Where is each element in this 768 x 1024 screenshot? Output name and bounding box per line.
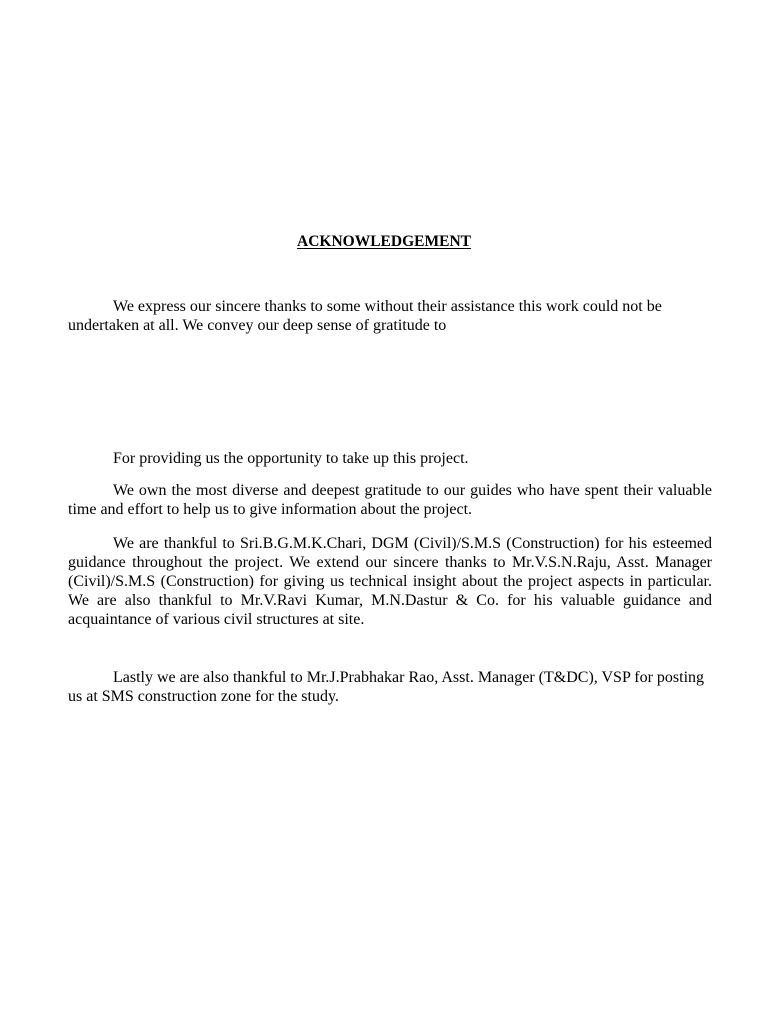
paragraph-opportunity: For providing us the opportunity to take up this project. xyxy=(113,450,469,467)
paragraph-closing: Lastly we are also thankful to Mr.J.Prabhakar Rao, Asst. Manager (T&DC), VSP for posting us at SMS construction zone for the study. xyxy=(68,669,705,705)
document-heading: ACKNOWLEDGEMENT xyxy=(297,233,471,250)
paragraph-guides: We own the most diverse and deepest gratitude to our guides who have spent their valuable time and effort to help us to give information about the project. xyxy=(68,482,712,518)
paragraph-intro: We express our sincere thanks to some without their assistance this work could not be undertaken at all. We convey our deep sense of gratitude to xyxy=(68,298,662,334)
paragraph-thanks: We are thankful to Sri.B.G.M.K.Chari, DGM (Civil)/S.M.S (Construction) for his esteemed guidance throughout the project. We extend our sincere thanks to Mr.V.S.N.Raju, Asst. Manager (Civil)/S.M.S (Construction) for giving us technical insight about the project aspects in particular. We are also thankful to Mr.V.Ravi Kumar, M.N.Dastur & Co. for his valuable guidance and acquaintance of various civil structures at site. xyxy=(68,535,712,628)
